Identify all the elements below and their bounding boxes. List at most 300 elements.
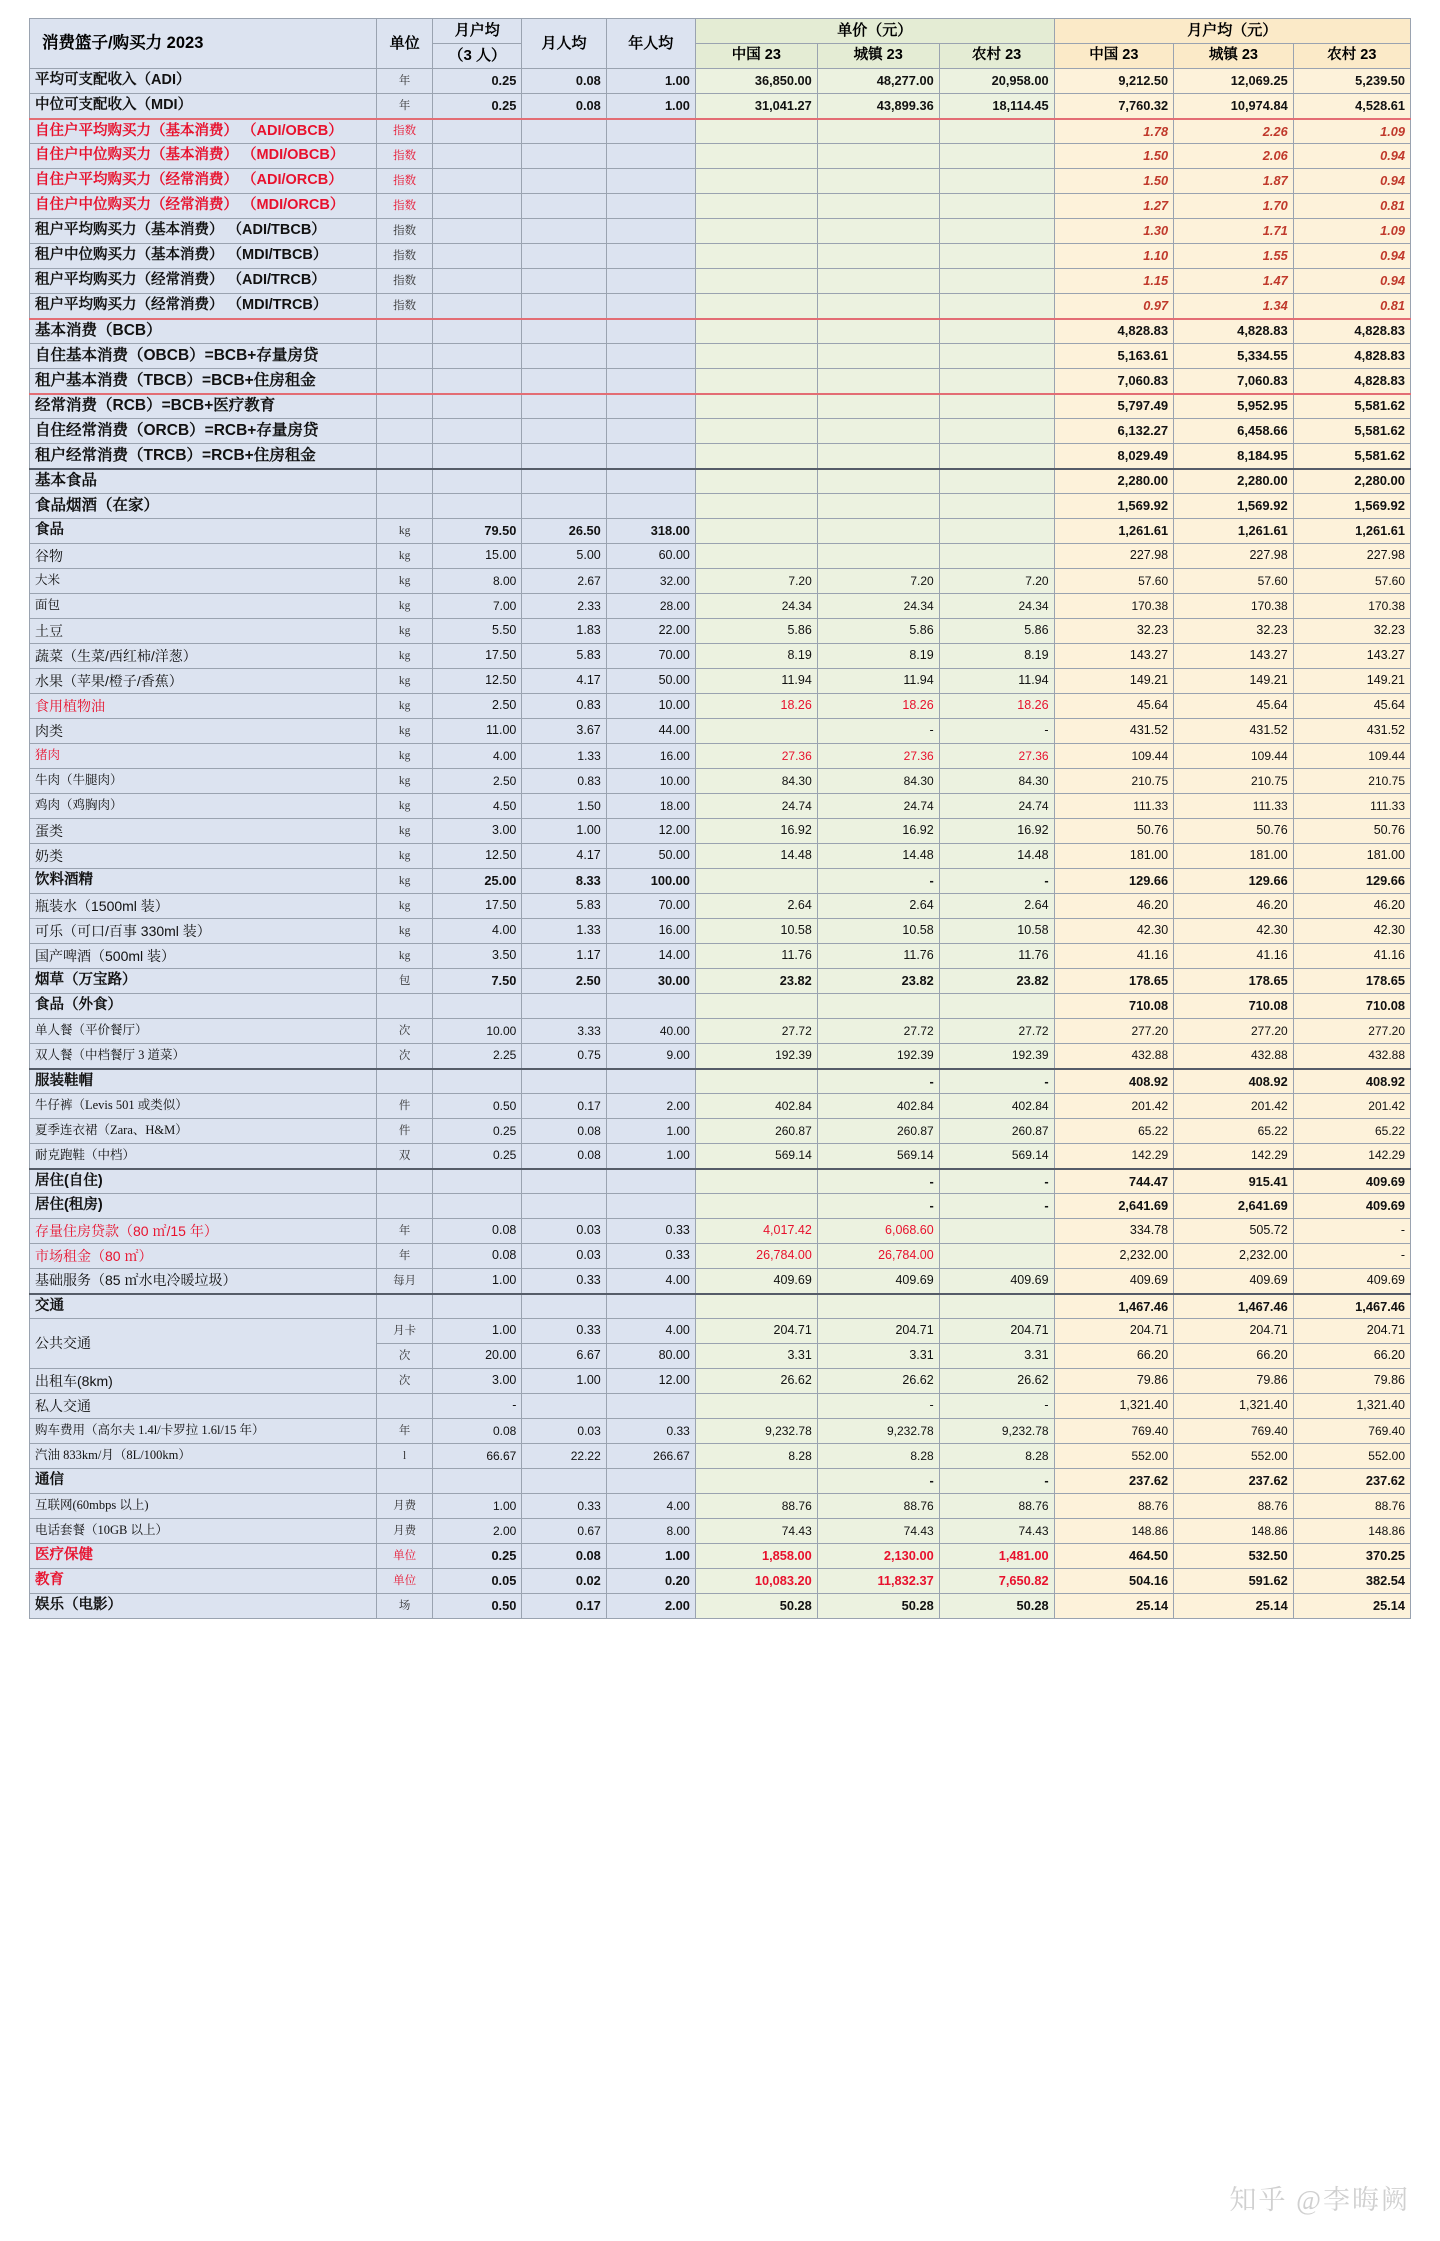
cell-month-urban: 532.50: [1174, 1544, 1294, 1569]
cell-yearly-person: 70.00: [606, 644, 695, 669]
cell-yearly-person: 0.33: [606, 1419, 695, 1444]
cell-unit: kg: [377, 844, 433, 869]
cell-monthly-person: 0.08: [522, 94, 606, 119]
cell-yearly-person: [606, 394, 695, 419]
row-label: 汽油 833km/月（8L/100km）: [30, 1444, 377, 1469]
cell-unit: [377, 344, 433, 369]
cell-unit: kg: [377, 694, 433, 719]
cell-month-urban: 2,232.00: [1174, 1244, 1294, 1269]
cell-yearly-person: [606, 1469, 695, 1494]
cell-yearly-person: 1.00: [606, 1119, 695, 1144]
cell-month-urban: 79.86: [1174, 1369, 1294, 1394]
cell-unit: kg: [377, 719, 433, 744]
cell-unit: 指数: [377, 144, 433, 169]
cell-monthly-household: [433, 1194, 522, 1219]
table-row: [30, 1519, 1411, 1544]
cell-yearly-person: [606, 419, 695, 444]
cell-month-urban: 2,280.00: [1174, 469, 1294, 494]
cell-price-china: 409.69: [695, 1269, 817, 1294]
table-row: [30, 144, 1411, 169]
cell-price-urban: 11,832.37: [817, 1569, 939, 1594]
cell-monthly-household: 1.00: [433, 1269, 522, 1294]
cell-monthly-person: 1.33: [522, 744, 606, 769]
cell-yearly-person: [606, 369, 695, 394]
cell-month-china: 409.69: [1054, 1269, 1174, 1294]
cell-price-urban: [817, 169, 939, 194]
cell-month-urban: 277.20: [1174, 1019, 1294, 1044]
cell-price-urban: 84.30: [817, 769, 939, 794]
cell-price-rural: [939, 1244, 1054, 1269]
cell-yearly-person: 8.00: [606, 1519, 695, 1544]
cell-price-urban: 2.64: [817, 894, 939, 919]
cell-monthly-person: [522, 1169, 606, 1194]
cell-month-rural: 4,828.83: [1293, 344, 1410, 369]
cell-price-rural: -: [939, 1069, 1054, 1094]
cell-monthly-person: 2.33: [522, 594, 606, 619]
cell-price-rural: [939, 319, 1054, 344]
cell-unit: [377, 469, 433, 494]
cell-month-china: 1.50: [1054, 144, 1174, 169]
row-label: 自住户中位购买力（经常消费） （MDI/ORCB）: [30, 194, 377, 219]
cell-monthly-household: 0.25: [433, 1544, 522, 1569]
cell-month-china: 50.76: [1054, 819, 1174, 844]
cell-yearly-person: [606, 219, 695, 244]
cell-monthly-person: 3.67: [522, 719, 606, 744]
cell-monthly-household: [433, 1294, 522, 1319]
cell-price-urban: 6,068.60: [817, 1219, 939, 1244]
cell-price-rural: 260.87: [939, 1119, 1054, 1144]
cell-month-china: 7,760.32: [1054, 94, 1174, 119]
cell-price-china: [695, 119, 817, 144]
cell-unit: 月卡: [377, 1319, 433, 1344]
cell-month-china: 464.50: [1054, 1544, 1174, 1569]
cell-price-rural: -: [939, 1194, 1054, 1219]
table-row: [30, 1319, 1411, 1344]
cell-price-urban: 8.28: [817, 1444, 939, 1469]
cell-price-china: 204.71: [695, 1319, 817, 1344]
cell-monthly-household: [433, 369, 522, 394]
table-row: [30, 94, 1411, 119]
cell-price-rural: -: [939, 719, 1054, 744]
cell-price-china: [695, 369, 817, 394]
cell-price-rural: 74.43: [939, 1519, 1054, 1544]
cell-monthly-person: 22.22: [522, 1444, 606, 1469]
row-label: 基本食品: [30, 469, 377, 494]
cell-monthly-person: 5.00: [522, 544, 606, 569]
cell-unit: 件: [377, 1119, 433, 1144]
table-row: [30, 994, 1411, 1019]
row-label: 教育: [30, 1569, 377, 1594]
cell-unit: 指数: [377, 269, 433, 294]
header-month-rural: 农村 23: [1293, 44, 1410, 69]
table-row: [30, 394, 1411, 419]
cell-month-rural: 409.69: [1293, 1194, 1410, 1219]
cell-price-urban: [817, 144, 939, 169]
table-row: [30, 744, 1411, 769]
cell-price-china: 84.30: [695, 769, 817, 794]
cell-price-urban: 192.39: [817, 1044, 939, 1069]
cell-yearly-person: 9.00: [606, 1044, 695, 1069]
cell-monthly-person: 0.83: [522, 694, 606, 719]
row-label: 出租车(8km): [30, 1369, 377, 1394]
cell-price-china: [695, 344, 817, 369]
cell-month-rural: 204.71: [1293, 1319, 1410, 1344]
row-label: 存量住房贷款（80 ㎡/15 年）: [30, 1219, 377, 1244]
cell-month-urban: 32.23: [1174, 619, 1294, 644]
cell-unit: 年: [377, 1244, 433, 1269]
table-row: [30, 894, 1411, 919]
cell-monthly-household: 1.00: [433, 1319, 522, 1344]
cell-unit: [377, 419, 433, 444]
cell-month-urban: 5,952.95: [1174, 394, 1294, 419]
header-monthly-person: 月人均: [522, 19, 606, 69]
cell-price-urban: 5.86: [817, 619, 939, 644]
table-row: [30, 269, 1411, 294]
cell-yearly-person: 70.00: [606, 894, 695, 919]
row-label: 烟草（万宝路）: [30, 969, 377, 994]
cell-unit: [377, 494, 433, 519]
cell-month-china: 5,163.61: [1054, 344, 1174, 369]
row-label: 通信: [30, 1469, 377, 1494]
cell-yearly-person: [606, 494, 695, 519]
cell-price-rural: 409.69: [939, 1269, 1054, 1294]
cell-month-rural: 408.92: [1293, 1069, 1410, 1094]
cell-price-rural: [939, 519, 1054, 544]
row-label: 可乐（可口/百事 330ml 装）: [30, 919, 377, 944]
cell-unit: kg: [377, 594, 433, 619]
cell-price-urban: 11.76: [817, 944, 939, 969]
row-label: 中位可支配收入（MDI）: [30, 94, 377, 119]
cell-price-china: [695, 469, 817, 494]
cell-month-urban: 1,569.92: [1174, 494, 1294, 519]
cell-month-china: 111.33: [1054, 794, 1174, 819]
cell-monthly-person: 4.17: [522, 844, 606, 869]
cell-price-china: [695, 319, 817, 344]
cell-yearly-person: [606, 269, 695, 294]
cell-price-china: 402.84: [695, 1094, 817, 1119]
cell-price-china: 7.20: [695, 569, 817, 594]
cell-month-rural: 0.94: [1293, 144, 1410, 169]
cell-price-rural: [939, 269, 1054, 294]
cell-monthly-person: [522, 219, 606, 244]
cell-price-rural: -: [939, 1169, 1054, 1194]
cell-monthly-person: 1.17: [522, 944, 606, 969]
cell-month-rural: 432.88: [1293, 1044, 1410, 1069]
row-label: 市场租金（80 ㎡）: [30, 1244, 377, 1269]
cell-price-china: [695, 269, 817, 294]
cell-price-rural: 10.58: [939, 919, 1054, 944]
table-row: [30, 319, 1411, 344]
cell-month-rural: 2,280.00: [1293, 469, 1410, 494]
cell-yearly-person: 50.00: [606, 669, 695, 694]
cell-month-urban: 210.75: [1174, 769, 1294, 794]
cell-price-rural: [939, 144, 1054, 169]
cell-price-urban: 88.76: [817, 1494, 939, 1519]
cell-month-rural: 66.20: [1293, 1344, 1410, 1369]
cell-yearly-person: 30.00: [606, 969, 695, 994]
cell-price-urban: 48,277.00: [817, 69, 939, 94]
cell-price-urban: [817, 344, 939, 369]
cell-month-china: 8,029.49: [1054, 444, 1174, 469]
cell-unit: [377, 1469, 433, 1494]
table-header: [30, 19, 1411, 69]
cell-price-urban: 260.87: [817, 1119, 939, 1144]
cell-price-urban: 9,232.78: [817, 1419, 939, 1444]
cell-month-urban: 12,069.25: [1174, 69, 1294, 94]
row-label: 耐克跑鞋（中档）: [30, 1144, 377, 1169]
cell-price-china: 192.39: [695, 1044, 817, 1069]
table-row: [30, 1194, 1411, 1219]
table-row: [30, 419, 1411, 444]
cell-month-china: 6,132.27: [1054, 419, 1174, 444]
cell-price-rural: 50.28: [939, 1594, 1054, 1619]
cell-monthly-household: [433, 169, 522, 194]
cell-monthly-household: 2.50: [433, 769, 522, 794]
cell-month-urban: 88.76: [1174, 1494, 1294, 1519]
cell-price-china: 9,232.78: [695, 1419, 817, 1444]
cell-month-rural: 142.29: [1293, 1144, 1410, 1169]
cell-month-china: 178.65: [1054, 969, 1174, 994]
cell-price-urban: 27.36: [817, 744, 939, 769]
cell-price-china: 74.43: [695, 1519, 817, 1544]
cell-month-urban: 1,321.40: [1174, 1394, 1294, 1419]
cell-yearly-person: [606, 344, 695, 369]
cell-month-china: 42.30: [1054, 919, 1174, 944]
cell-month-rural: 0.81: [1293, 294, 1410, 319]
cell-month-urban: 45.64: [1174, 694, 1294, 719]
row-label: 鸡肉（鸡胸肉）: [30, 794, 377, 819]
cell-monthly-household: [433, 219, 522, 244]
cell-unit: 每月: [377, 1269, 433, 1294]
cell-monthly-household: [433, 269, 522, 294]
cell-monthly-person: 0.03: [522, 1419, 606, 1444]
cell-month-urban: 7,060.83: [1174, 369, 1294, 394]
cell-price-rural: 1,481.00: [939, 1544, 1054, 1569]
cell-monthly-person: [522, 294, 606, 319]
cell-price-china: 5.86: [695, 619, 817, 644]
cell-month-urban: 591.62: [1174, 1569, 1294, 1594]
cell-monthly-person: 0.08: [522, 1544, 606, 1569]
cell-price-rural: [939, 244, 1054, 269]
cell-monthly-household: 1.00: [433, 1494, 522, 1519]
table-row: [30, 169, 1411, 194]
cell-yearly-person: 44.00: [606, 719, 695, 744]
cell-month-rural: 50.76: [1293, 819, 1410, 844]
cell-yearly-person: [606, 119, 695, 144]
cell-monthly-person: 0.17: [522, 1094, 606, 1119]
cell-price-china: 4,017.42: [695, 1219, 817, 1244]
cell-monthly-person: [522, 994, 606, 1019]
cell-month-china: 504.16: [1054, 1569, 1174, 1594]
cell-month-rural: 1,467.46: [1293, 1294, 1410, 1319]
cell-month-china: 66.20: [1054, 1344, 1174, 1369]
cell-unit: [377, 1194, 433, 1219]
cell-unit: kg: [377, 619, 433, 644]
cell-price-rural: [939, 369, 1054, 394]
cell-unit: 指数: [377, 194, 433, 219]
cell-unit: [377, 319, 433, 344]
cell-price-rural: [939, 1219, 1054, 1244]
cell-price-china: [695, 169, 817, 194]
cell-month-rural: 1.09: [1293, 119, 1410, 144]
cell-monthly-household: 20.00: [433, 1344, 522, 1369]
cell-unit: 包: [377, 969, 433, 994]
cell-yearly-person: 80.00: [606, 1344, 695, 1369]
table-row: [30, 444, 1411, 469]
cell-price-rural: 88.76: [939, 1494, 1054, 1519]
table-row: [30, 1569, 1411, 1594]
cell-price-rural: [939, 544, 1054, 569]
cell-month-china: 204.71: [1054, 1319, 1174, 1344]
cell-yearly-person: 32.00: [606, 569, 695, 594]
cell-monthly-household: 0.08: [433, 1244, 522, 1269]
row-label: 自住基本消费（OBCB）=BCB+存量房贷: [30, 344, 377, 369]
row-label: 医疗保健: [30, 1544, 377, 1569]
cell-price-china: [695, 719, 817, 744]
cell-month-china: 143.27: [1054, 644, 1174, 669]
cell-month-china: 744.47: [1054, 1169, 1174, 1194]
cell-month-urban: 1,261.61: [1174, 519, 1294, 544]
cell-yearly-person: 16.00: [606, 744, 695, 769]
cell-month-rural: 79.86: [1293, 1369, 1410, 1394]
cell-price-urban: -: [817, 869, 939, 894]
table-row: [30, 119, 1411, 144]
cell-monthly-household: 2.00: [433, 1519, 522, 1544]
cell-month-urban: 149.21: [1174, 669, 1294, 694]
cell-price-rural: 11.94: [939, 669, 1054, 694]
table-row: [30, 1444, 1411, 1469]
cell-monthly-person: 2.50: [522, 969, 606, 994]
watermark: 知乎 @李晦阙: [1229, 2185, 1410, 2215]
cell-monthly-household: 10.00: [433, 1019, 522, 1044]
cell-monthly-person: 5.83: [522, 894, 606, 919]
table-row: [30, 369, 1411, 394]
cell-month-china: 431.52: [1054, 719, 1174, 744]
cell-month-china: 237.62: [1054, 1469, 1174, 1494]
cell-month-urban: 4,828.83: [1174, 319, 1294, 344]
cell-price-urban: 27.72: [817, 1019, 939, 1044]
table-row: [30, 1544, 1411, 1569]
cell-month-urban: 227.98: [1174, 544, 1294, 569]
cell-month-rural: 370.25: [1293, 1544, 1410, 1569]
cell-month-rural: 4,828.83: [1293, 369, 1410, 394]
table-row: [30, 519, 1411, 544]
cell-monthly-household: 7.50: [433, 969, 522, 994]
cell-price-urban: [817, 244, 939, 269]
cell-price-urban: 14.48: [817, 844, 939, 869]
cell-month-china: 2,280.00: [1054, 469, 1174, 494]
cell-monthly-household: 3.00: [433, 1369, 522, 1394]
table-row: [30, 1169, 1411, 1194]
cell-price-china: [695, 1294, 817, 1319]
cell-price-rural: 7.20: [939, 569, 1054, 594]
cell-price-urban: 18.26: [817, 694, 939, 719]
cell-price-china: [695, 544, 817, 569]
cell-yearly-person: 12.00: [606, 1369, 695, 1394]
table-row: [30, 844, 1411, 869]
cell-yearly-person: 2.00: [606, 1594, 695, 1619]
cell-unit: kg: [377, 894, 433, 919]
cell-price-urban: 204.71: [817, 1319, 939, 1344]
cell-unit: kg: [377, 669, 433, 694]
cell-month-china: 9,212.50: [1054, 69, 1174, 94]
cell-price-rural: [939, 394, 1054, 419]
cell-month-rural: 0.81: [1293, 194, 1410, 219]
row-label: 服装鞋帽: [30, 1069, 377, 1094]
cell-unit: kg: [377, 544, 433, 569]
cell-month-china: 79.86: [1054, 1369, 1174, 1394]
cell-price-urban: 3.31: [817, 1344, 939, 1369]
cell-unit: [377, 1169, 433, 1194]
cell-price-china: [695, 994, 817, 1019]
table-row: [30, 919, 1411, 944]
cell-price-china: 3.31: [695, 1344, 817, 1369]
cell-monthly-person: 0.83: [522, 769, 606, 794]
cell-yearly-person: [606, 1194, 695, 1219]
cell-monthly-person: 0.67: [522, 1519, 606, 1544]
cell-price-urban: 7.20: [817, 569, 939, 594]
cell-yearly-person: 100.00: [606, 869, 695, 894]
cell-yearly-person: 60.00: [606, 544, 695, 569]
cell-month-urban: 10,974.84: [1174, 94, 1294, 119]
cell-price-china: 26.62: [695, 1369, 817, 1394]
row-label: 租户平均购买力（经常消费） （MDI/TRCB）: [30, 294, 377, 319]
table-row: [30, 1394, 1411, 1419]
cell-unit: [377, 1294, 433, 1319]
cell-monthly-person: [522, 469, 606, 494]
cell-price-urban: [817, 369, 939, 394]
row-label: 瓶装水（1500ml 装）: [30, 894, 377, 919]
cell-monthly-person: 0.17: [522, 1594, 606, 1619]
cell-month-urban: 42.30: [1174, 919, 1294, 944]
row-label: 牛肉（牛腿肉）: [30, 769, 377, 794]
table-row: [30, 69, 1411, 94]
cell-monthly-household: 0.08: [433, 1219, 522, 1244]
cell-unit: [377, 394, 433, 419]
row-label: 单人餐（平价餐厅）: [30, 1019, 377, 1044]
cell-monthly-person: 4.17: [522, 669, 606, 694]
cell-month-rural: 178.65: [1293, 969, 1410, 994]
cell-month-urban: 201.42: [1174, 1094, 1294, 1119]
cell-month-urban: 181.00: [1174, 844, 1294, 869]
cell-month-rural: 201.42: [1293, 1094, 1410, 1119]
cell-unit: 件: [377, 1094, 433, 1119]
cell-price-rural: [939, 194, 1054, 219]
table-row: [30, 1044, 1411, 1069]
header-month-urban: 城镇 23: [1174, 44, 1294, 69]
row-label: 居住(租房): [30, 1194, 377, 1219]
cell-monthly-person: 1.50: [522, 794, 606, 819]
cell-price-china: 10,083.20: [695, 1569, 817, 1594]
cell-price-china: 8.28: [695, 1444, 817, 1469]
header-price-rural: 农村 23: [939, 44, 1054, 69]
cell-unit: kg: [377, 794, 433, 819]
cell-monthly-household: 25.00: [433, 869, 522, 894]
cell-month-rural: 46.20: [1293, 894, 1410, 919]
cell-unit: [377, 1069, 433, 1094]
cell-month-urban: 2.26: [1174, 119, 1294, 144]
cell-monthly-household: 2.50: [433, 694, 522, 719]
table-row: [30, 1219, 1411, 1244]
cell-price-urban: [817, 469, 939, 494]
cell-month-china: 181.00: [1054, 844, 1174, 869]
cell-month-china: 142.29: [1054, 1144, 1174, 1169]
row-label: 租户中位购买力（基本消费） （MDI/TBCB）: [30, 244, 377, 269]
cell-month-china: 46.20: [1054, 894, 1174, 919]
cell-month-rural: 65.22: [1293, 1119, 1410, 1144]
cell-monthly-household: 4.00: [433, 919, 522, 944]
cell-month-urban: 769.40: [1174, 1419, 1294, 1444]
